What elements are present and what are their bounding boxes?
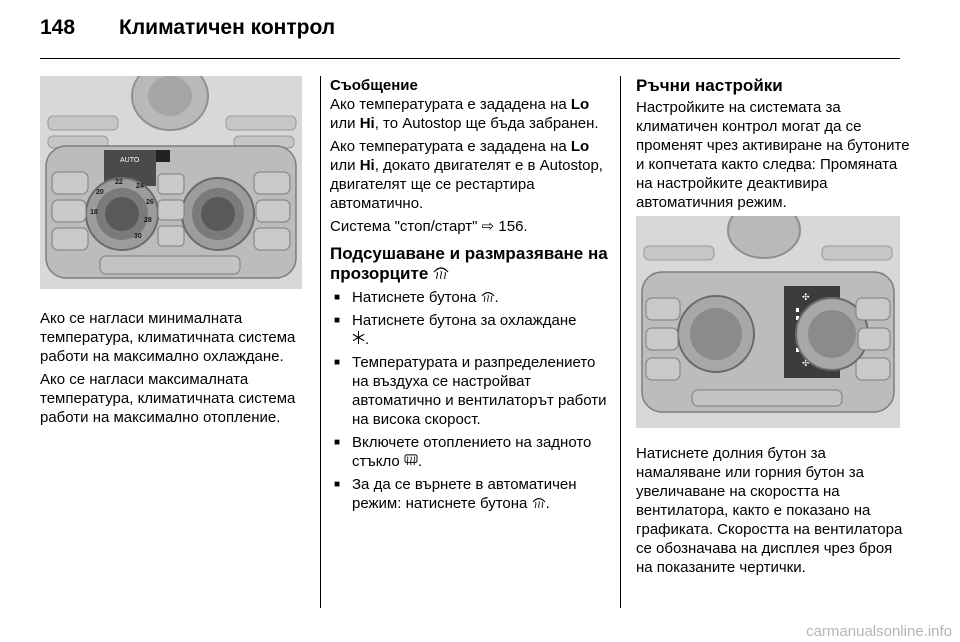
column-divider-1 — [320, 76, 321, 608]
rear-window-heater-icon — [404, 454, 418, 466]
list-item: ■ Включете отоплението на задното стъкло . — [330, 433, 608, 471]
dial-number: 30 — [134, 233, 142, 240]
list-item: ■ За да се върнете в автоматичен режим: натиснете бутона . — [330, 475, 608, 513]
dial-number: 28 — [144, 217, 152, 224]
svg-text:✣: ✣ — [802, 359, 810, 369]
manual-settings-heading: Ръчни настройки — [636, 76, 783, 95]
paragraph: Ако температурата е зададена на Lo или Hi, докато двигателят е в Autostop, двигателят ще се рестартира автоматично. — [330, 138, 603, 212]
fan-speed-panel-photo — [636, 216, 900, 428]
dial-number: 26 — [146, 199, 154, 206]
auto-label: AUTO — [120, 157, 140, 164]
paragraph: Система "стоп/старт" ⇨ 156. — [330, 218, 528, 235]
list-item: ■ Натиснете бутона . — [330, 288, 608, 307]
paragraph: Ако се нагласи минималната температура, климатичната система работи на максимално охлаждане. — [40, 310, 296, 365]
defrost-icon — [532, 496, 546, 508]
dial-number: 20 — [96, 189, 104, 196]
dial-number: 22 — [115, 179, 123, 186]
climate-panel-photo — [40, 76, 302, 289]
column-3 — [636, 76, 910, 581]
paragraph: Ако се нагласи максималната температура, климатичната система работи на максимално отопление. — [40, 371, 296, 426]
page-title: Климатичен контрол — [119, 16, 336, 39]
fan-panel-illustration — [636, 216, 900, 428]
watermark: carmanualsonline.info — [806, 623, 952, 640]
column-2 — [330, 76, 608, 513]
page-reference-arrow-icon: ⇨ — [481, 218, 495, 235]
defrost-icon — [481, 290, 495, 302]
page-number: 148 — [40, 16, 76, 39]
snowflake-icon — [352, 331, 365, 344]
list-item: ■ Натиснете бутона за охлаждане . — [330, 311, 608, 349]
defrost-icon — [433, 265, 449, 279]
climate-panel-illustration — [40, 76, 302, 289]
list-item: ■ Температурата и разпределението на въздуха се настройват автоматично и вентилаторът работи на висока скорост. — [330, 353, 608, 429]
paragraph: Настройките на системата за климатичен контрол могат да се променят чрез активиране на бутоните и копчетата както следва: Промяната на настройките деактивира автоматичния режим. — [636, 99, 910, 211]
dial-number: 24 — [136, 183, 144, 190]
section-heading: Подсушаване и размразяване на прозорците — [330, 244, 608, 283]
message-heading: Съобщение — [330, 77, 418, 94]
page-header — [40, 16, 900, 56]
dial-number: 18 — [90, 209, 98, 216]
column-divider-2 — [620, 76, 621, 608]
header-rule — [40, 58, 900, 59]
paragraph: Ако температурата е зададена на Lo или Hi, то Autostop ще бъда забранен. — [330, 96, 599, 132]
bullet-list — [330, 288, 608, 513]
paragraph: Натиснете долния бутон за намаляване или горния бутон за увеличаване на скоростта на вентилатора, както е показано на графиката. Скоростта на вентилатора се обозначава на дисплея чрез броя на показаните чертички. — [636, 445, 903, 576]
svg-text:✣: ✣ — [802, 293, 810, 303]
column-1 — [40, 76, 306, 431]
